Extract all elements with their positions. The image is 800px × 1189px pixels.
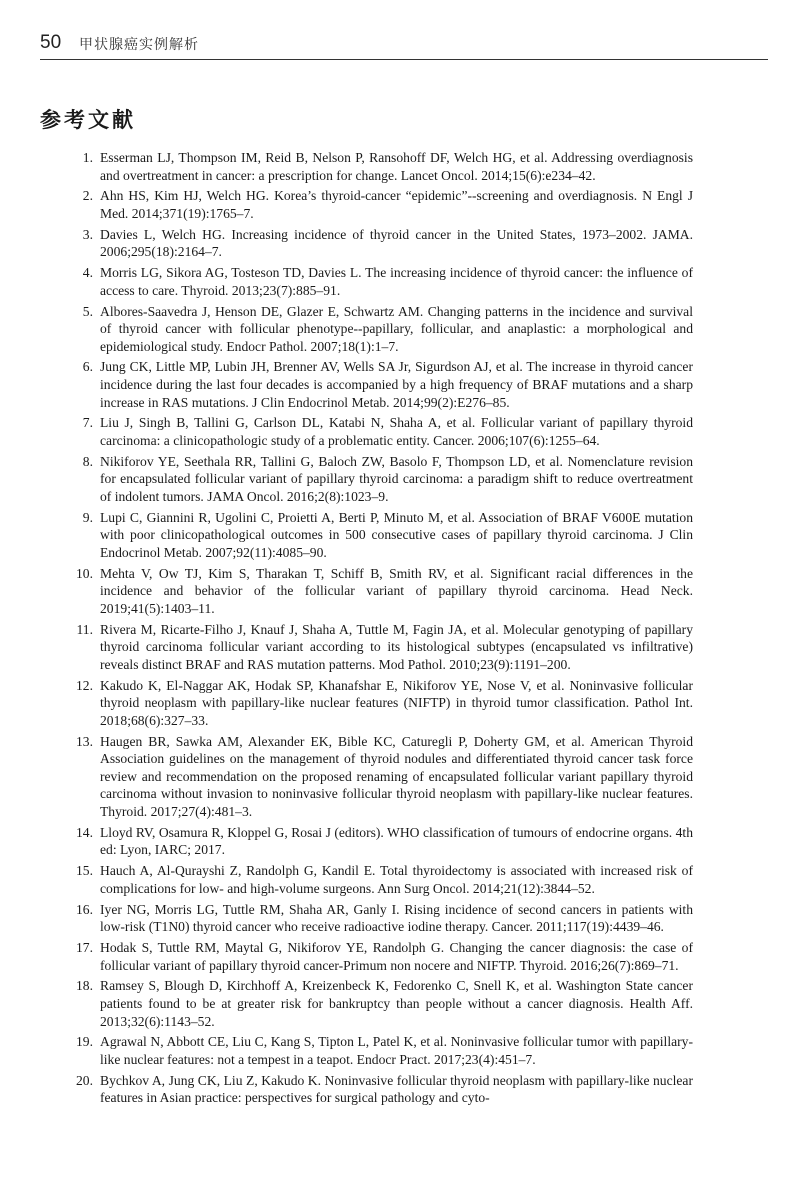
reference-item	[82, 264, 693, 299]
reference-item	[82, 358, 693, 411]
reference-item	[82, 303, 693, 356]
reference-number: 5.	[82, 303, 93, 319]
reference-number: 10.	[76, 565, 93, 581]
reference-text: Albores-Saavedra J, Henson DE, Glazer E, Schwartz AM. Changing patterns in the incidence and survival of thyroid cancer with follicular phenotype--papillary, follicular, and anaplastic: a morphological and epidemiological study. Endocr Pathol. 2007;18(1):1–7.	[100, 303, 693, 354]
reference-text: Lupi C, Giannini R, Ugolini C, Proietti A, Berti P, Minuto M, et al. Association of BRAF V600E mutation with poor clinicopathological outcomes in 500 consecutive cases of papillary thyroid carcinoma. J Clin Endocrinol Metab. 2007;92(11):4085–90.	[100, 509, 693, 560]
reference-number: 18.	[76, 978, 93, 994]
reference-number: 15.	[76, 863, 93, 879]
reference-item	[76, 939, 693, 974]
reference-text: Hodak S, Tuttle RM, Maytal G, Nikiforov YE, Randolph G. Changing the cancer diagnosis: the case of follicular variant of papillary thyroid cancer-Primum non nocere and NIFTP. Thyroid. 2016;26(7):869–71.	[100, 939, 693, 973]
reference-item	[82, 509, 693, 562]
section-title: 参考文献	[40, 107, 136, 132]
reference-item	[76, 824, 693, 859]
reference-item	[76, 901, 693, 936]
reference-text: Lloyd RV, Osamura R, Kloppel G, Rosai J (editors). WHO classification of tumours of endocrine organs. 4th ed: Lyon, IARC; 2017.	[100, 824, 693, 858]
reference-item	[76, 977, 693, 1030]
reference-item	[76, 733, 693, 821]
reference-item	[76, 862, 693, 897]
reference-number: 11.	[76, 621, 93, 637]
reference-text: Davies L, Welch HG. Increasing incidence of thyroid cancer in the United States, 1973–2002. JAMA. 2006;295(18):2164–7.	[100, 226, 693, 260]
reference-text: Ahn HS, Kim HJ, Welch HG. Korea’s thyroid-cancer “epidemic”--screening and overdiagnosis. N Engl J Med. 2014;371(19):1765–7.	[100, 188, 693, 221]
reference-number: 6.	[82, 359, 93, 375]
reference-text: Jung CK, Little MP, Lubin JH, Brenner AV, Wells SA Jr, Sigurdson AJ, et al. The increase in thyroid cancer incidence during the last four decades is accompanied by a high frequency of BRAF mutations and a sharp increase in RAS mutations. J Clin Endocrinol Metab. 2014;99(2):E276–85.	[100, 359, 693, 410]
page-number: 50	[40, 32, 62, 53]
reference-text: Rivera M, Ricarte-Filho J, Knauf J, Shaha A, Tuttle M, Fagin JA, et al. Molecular genotyping of papillary thyroid carcinoma follicular variant according to its histological subtypes (encapsulated vs infiltrative) reveals distinct BRAF and RAS mutation patterns. Mod Pathol. 2010;23(9):1191–200.	[100, 621, 693, 672]
reference-text: Liu J, Singh B, Tallini G, Carlson DL, Katabi N, Shaha A, et al. Follicular variant of papillary thyroid carcinoma: a clinicopathologic study of a problematic entity. Cancer. 2006;107(6):1255–64.	[100, 415, 693, 449]
reference-text: Agrawal N, Abbott CE, Liu C, Kang S, Tipton L, Patel K, et al. Noninvasive follicular tumor with papillary-like nuclear features: not a tempest in a teapot. Endocr Pract. 2017;23(4):451–7.	[100, 1034, 693, 1067]
reference-number: 7.	[82, 415, 93, 431]
reference-number: 4.	[82, 265, 93, 281]
reference-item	[82, 414, 693, 449]
reference-number: 20.	[76, 1072, 93, 1088]
running-title: 甲状腺癌实例解析	[79, 37, 199, 53]
reference-list	[76, 149, 693, 1110]
reference-item	[76, 621, 693, 674]
reference-number: 16.	[76, 901, 93, 917]
reference-item	[82, 149, 693, 184]
reference-number: 9.	[82, 509, 93, 525]
reference-number: 1.	[82, 150, 93, 165]
reference-text: Bychkov A, Jung CK, Liu Z, Kakudo K. Noninvasive follicular thyroid neoplasm with papillary-like nuclear features in Asian practice: perspectives for surgical pathology and cyto-	[100, 1072, 693, 1106]
reference-text: Nikiforov YE, Seethala RR, Tallini G, Baloch ZW, Basolo F, Thompson LD, et al. Nomenclature revision for encapsulated follicular variant of papillary thyroid carcinoma: a paradigm shift to reduce overtreatment of indolent tumors. JAMA Oncol. 2016;2(8):1023–9.	[100, 453, 693, 504]
reference-item	[76, 677, 693, 730]
reference-number: 14.	[76, 824, 93, 840]
reference-number: 17.	[76, 939, 93, 955]
reference-number: 8.	[82, 453, 93, 469]
reference-text: Hauch A, Al-Qurayshi Z, Randolph G, Kandil E. Total thyroidectomy is associated with increased risk of complications for low- and high-volume surgeons. Ann Surg Oncol. 2014;21(12):3844–52.	[100, 863, 693, 896]
reference-number: 2.	[82, 188, 93, 204]
reference-item	[76, 1072, 693, 1107]
reference-number: 19.	[76, 1034, 93, 1050]
reference-item	[82, 226, 693, 261]
reference-text: Haugen BR, Sawka AM, Alexander EK, Bible KC, Caturegli P, Doherty GM, et al. American Thyroid Association guidelines on the management of thyroid nodules and differentiated thyroid cancer task force review and recommendation on the proposed renaming of encapsulated follicular variant papillary thyroid carcinoma without invasion to noninvasive follicular thyroid neoplasm with papillary-like nuclear features. Thyroid. 2017;27(4):481–3.	[100, 733, 693, 820]
reference-text: Mehta V, Ow TJ, Kim S, Tharakan T, Schiff B, Smith RV, et al. Significant racial differences in the incidence and behavior of the follicular variant of papillary thyroid carcinoma. Head Neck. 2019;41(5):1403–11.	[100, 565, 693, 616]
reference-number: 12.	[76, 677, 93, 693]
reference-number: 13.	[76, 733, 93, 749]
reference-text: Kakudo K, El-Naggar AK, Hodak SP, Khanafshar E, Nikiforov YE, Nose V, et al. Noninvasive follicular thyroid neoplasm with papillary-like nuclear features (NIFTP) in thyroid tumor classification. Pathol Int. 2018;68(6):327–33.	[100, 677, 693, 728]
reference-number: 3.	[82, 226, 93, 242]
reference-text: Iyer NG, Morris LG, Tuttle RM, Shaha AR, Ganly I. Rising incidence of second cancers in patients with low-risk (T1N0) thyroid cancer who receive radioactive iodine therapy. Cancer. 2011;117(19):4439–46.	[100, 901, 693, 935]
page-header	[40, 30, 768, 60]
reference-text: Ramsey S, Blough D, Kirchhoff A, Kreizenbeck K, Fedorenko C, Snell K, et al. Washington State cancer patients found to be at greater risk for bankruptcy than people without a cancer diagnosis. Health Aff. 2013;32(6):1143–52.	[100, 978, 693, 1029]
reference-item	[82, 453, 693, 506]
reference-item	[76, 1033, 693, 1068]
reference-text: Morris LG, Sikora AG, Tosteson TD, Davies L. The increasing incidence of thyroid cancer: the influence of access to care. Thyroid. 2013;23(7):885–91.	[100, 265, 693, 298]
reference-item	[82, 187, 693, 222]
reference-text: Esserman LJ, Thompson IM, Reid B, Nelson P, Ransohoff DF, Welch HG, et al. Addressing overdiagnosis and overtreatment in cancer: a prescription for change. Lancet Oncol. 2014;15(6):e234–42.	[100, 150, 693, 183]
reference-item	[76, 565, 693, 618]
